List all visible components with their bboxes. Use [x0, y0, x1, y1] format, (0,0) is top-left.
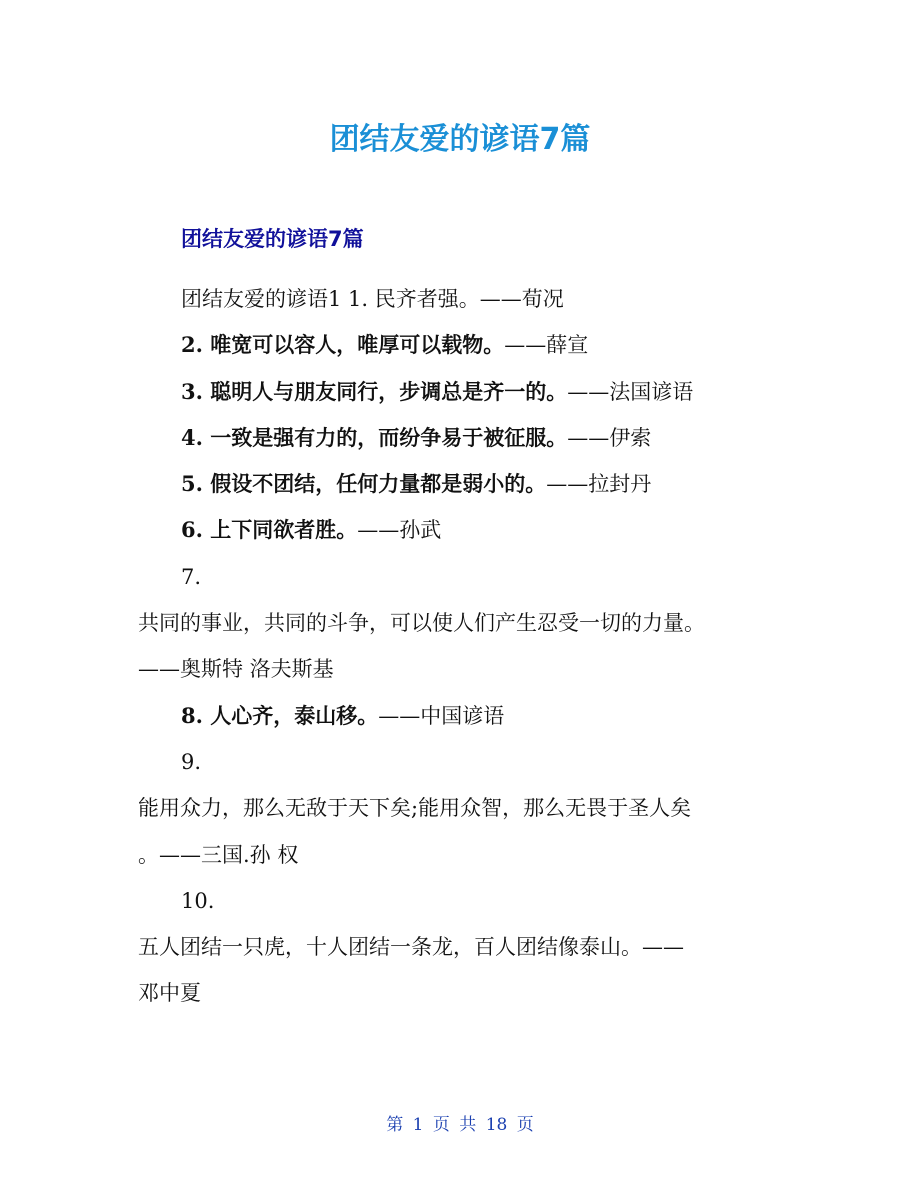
footer-label-total: 共 — [459, 1115, 477, 1135]
body-line-6 — [138, 507, 788, 553]
line-main: ——奥斯特 洛夫斯基 — [138, 657, 334, 682]
line-main: 9. — [181, 749, 202, 774]
line-attribution: ——法国谚语 — [567, 379, 694, 404]
line-main: 8. 人心齐，泰山移。 — [181, 702, 379, 728]
footer-current-page: 1 — [412, 1115, 424, 1135]
body-line-12 — [138, 785, 788, 831]
line-main: 团结友爱的谚语1 1. 民齐者强。——荀况 — [181, 287, 564, 311]
line-attribution: ——孙武 — [357, 518, 442, 543]
body-line-16 — [138, 970, 788, 1016]
line-main: 五人团结一只虎，十人团结一条龙，百人团结像泰山。—— — [138, 935, 684, 960]
body-line-8 — [138, 600, 788, 646]
line-main: 2. 唯宽可以容人，唯厚可以载物。 — [181, 332, 505, 358]
footer-label-pages-end: 页 — [516, 1115, 534, 1135]
body-line-5 — [138, 461, 788, 507]
body-line-9 — [138, 646, 788, 692]
body-line-7 — [138, 554, 788, 600]
line-main: 3. 聪明人与朋友同行，步调总是齐一的。 — [181, 378, 568, 404]
body-line-14 — [138, 878, 788, 924]
line-main: 邓中夏 — [138, 981, 201, 1006]
body-line-10 — [138, 693, 788, 739]
footer-label-page: 第 — [386, 1115, 404, 1135]
footer-label-of-page: 页 — [432, 1115, 450, 1135]
line-main: 共同的事业，共同的斗争，可以使人们产生忍受一切的力量。 — [138, 611, 705, 636]
document-title: 团结友爱的谚语7篇 — [329, 122, 591, 157]
section-heading: 团结友爱的谚语7篇 — [181, 227, 364, 251]
line-main: 能用众力，那么无敌于天下矣;能用众智，那么无畏于圣人矣 — [138, 796, 692, 821]
line-attribution: ——薛宣 — [504, 333, 589, 358]
line-attribution: ——拉封丹 — [546, 472, 652, 497]
body-line-11 — [138, 739, 788, 785]
line-main: 6. 上下同欲者胜。 — [181, 517, 358, 543]
line-main: 。——三国.孙 权 — [138, 842, 299, 867]
line-attribution: ——中国谚语 — [378, 703, 505, 728]
body-line-2 — [138, 322, 788, 368]
line-main: 5. 假设不团结，任何力量都是弱小的。 — [181, 471, 547, 497]
body-line-3 — [138, 369, 788, 415]
body-line-15 — [138, 924, 788, 970]
body-line-13 — [138, 832, 788, 878]
footer-total-pages: 18 — [485, 1115, 508, 1135]
line-main: 10. — [181, 888, 215, 913]
line-main: 7. — [181, 564, 202, 589]
line-main: 4. 一致是强有力的，而纷争易于被征服。 — [181, 424, 568, 450]
line-attribution: ——伊索 — [567, 425, 652, 450]
body-line-4 — [138, 415, 788, 461]
body-line-1 — [138, 276, 788, 322]
page-footer — [0, 1112, 920, 1138]
proverb-list — [138, 276, 788, 1017]
